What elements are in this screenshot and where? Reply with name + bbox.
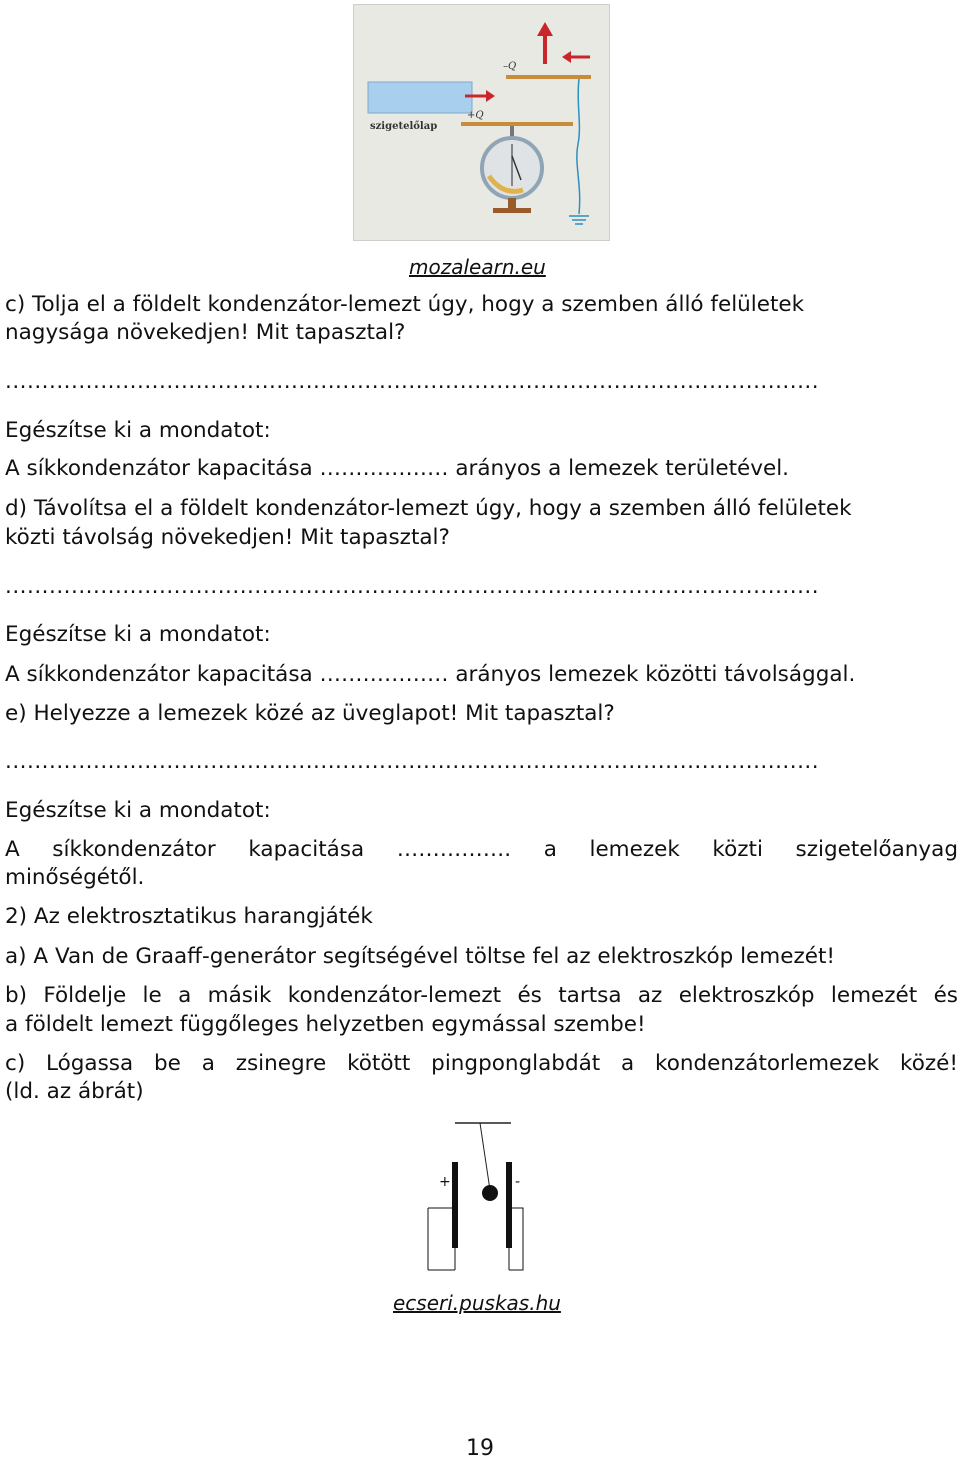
- sentence-1: A síkkondenzátor kapacitása ……………… arányos a lemezek területével.: [5, 456, 790, 481]
- fill-instruction-2: Egészítse ki a mondatot:: [5, 622, 271, 647]
- page-number: 19: [466, 1436, 494, 1461]
- positive-charge-label: +Q: [467, 110, 484, 121]
- electroscope-base: [493, 208, 531, 213]
- pingpong-ball: [482, 1185, 498, 1201]
- task-c-line1: c) Tolja el a földelt kondenzátor-lemezt úgy, hogy a szemben álló felületek: [5, 292, 805, 317]
- task-d-line2: közti távolság növekedjen! Mit tapasztal?: [5, 525, 450, 550]
- task-2b-line1: b) Földelje le a másik kondenzátor-lemezt és tartsa az elektroszkóp lemezét és: [5, 983, 958, 1008]
- pendulum-capacitor-figure: [425, 1120, 535, 1275]
- plus-sign-label: +: [439, 1174, 451, 1190]
- figure2-caption[interactable]: ecseri.puskas.hu: [393, 1291, 561, 1315]
- answer-dots-2: ...............................................................................................................: [5, 574, 820, 599]
- sentence-3-line2: minőségétől.: [5, 865, 145, 890]
- sentence-3-line1: A síkkondenzátor kapacitása ……………. a lemezek közti szigetelőanyag: [5, 837, 958, 862]
- insulator-plate: [368, 82, 472, 113]
- negative-charge-label: –Q: [503, 61, 517, 72]
- sentence-2: A síkkondenzátor kapacitása ……………… arányos lemezek közötti távolsággal.: [5, 662, 856, 687]
- task-2a-line: a) A Van de Graaff-generátor segítségével töltse fel az elektroszkóp lemezét!: [5, 944, 836, 969]
- negative-plate: [506, 1162, 512, 1248]
- answer-dots-1: ...............................................................................................................: [5, 369, 820, 394]
- task-2b-line2: a földelt lemezt függőleges helyzetben egymással szembe!: [5, 1012, 646, 1037]
- task-e-line: e) Helyezze a lemezek közé az üveglapot! Mit tapasztal?: [5, 701, 615, 726]
- electroscope-stand: [508, 198, 516, 208]
- upper-plate: [506, 75, 591, 79]
- figure1-caption[interactable]: mozalearn.eu: [409, 255, 546, 279]
- task-c-line2: nagysága növekedjen! Mit tapasztal?: [5, 320, 406, 345]
- left-wire: [428, 1208, 455, 1270]
- insulator-label: szigetelőlap: [370, 121, 438, 132]
- task-d-line1: d) Távolítsa el a földelt kondenzátor-lemezt úgy, hogy a szemben álló felületek: [5, 496, 852, 521]
- fill-instruction-1: Egészítse ki a mondatot:: [5, 418, 271, 443]
- task-2c-line1: c) Lógassa be a zsinegre kötött pingponglabdát a kondenzátorlemezek közé!: [5, 1051, 958, 1076]
- fill-instruction-3: Egészítse ki a mondatot:: [5, 798, 271, 823]
- electroscope-capacitor-figure: [353, 4, 610, 241]
- task-2c-line2: (ld. az ábrát): [5, 1079, 144, 1104]
- positive-plate: [452, 1162, 458, 1248]
- answer-dots-3: ...............................................................................................................: [5, 749, 820, 774]
- section-2-heading: 2) Az elektrosztatikus harangjáték: [5, 904, 373, 929]
- lower-plate: [461, 122, 573, 126]
- pendulum-string: [480, 1123, 490, 1190]
- minus-sign-label: -: [515, 1174, 521, 1190]
